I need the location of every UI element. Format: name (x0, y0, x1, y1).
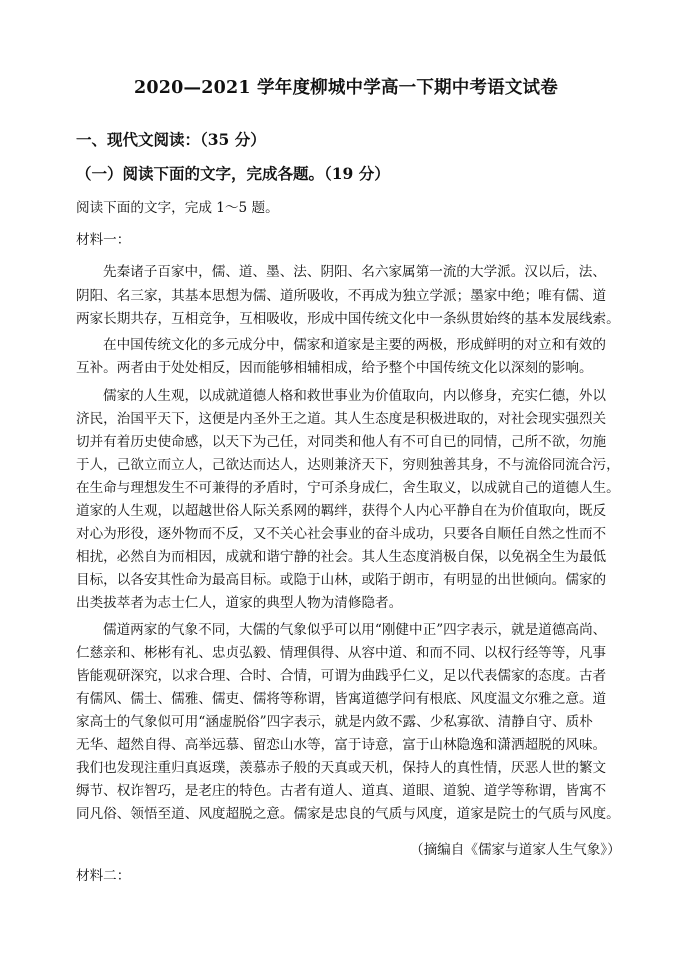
subsection-heading: （一）阅读下面的文字，完成各题。（19 分） (76, 164, 390, 183)
paragraph-line: 济民，治国平天下，这便是内圣外王之道。其人生态度是积极进取的，对社会现实强烈关 (76, 411, 607, 427)
paragraph-line: 缛节、权诈智巧，是老庄的特色。古者有道人、道真、道眼、道貌、道学等称谓，皆寓不 (76, 783, 607, 799)
material-label: 材料二： (76, 868, 131, 884)
paragraph-line: 道家的人生观，以超越世俗人际关系网的羁绊，获得个人内心平静自在为价值取向，既反 (76, 503, 607, 519)
source-citation: （摘编自《儒家与道家人生气象》） (410, 842, 621, 858)
material-label: 材料一： (76, 232, 131, 248)
paragraph-line: 目标，以各安其性命为最高目标。或隐于山林，或陷于朗市，有明显的出世倾向。儒家的 (76, 572, 607, 588)
paragraph-line: 有儒风、儒士、儒雅、儒吏、儒将等称谓，皆寓道德学问有根底、风度温文尔雅之意。道 (76, 691, 607, 707)
paragraph-line: 皆能观研深究，以求合理、合时、合情，可谓为曲践乎仁义，足以代表儒家的态度。古者 (76, 668, 607, 684)
paragraph-line: 同凡俗、领悟至道、风度超脱之意。儒家是忠良的气质与风度，道家是院士的气质与风度。 (76, 806, 620, 822)
exam-title: 2020—2021 学年度柳城中学高一下期中考语文试卷 (134, 78, 558, 98)
instruction-text: 阅读下面的文字，完成 1～5 题。 (76, 200, 279, 216)
paragraph-line: 无华、超然自得、高举远慕、留恋山水等，富于诗意，富于山林隐逸和潇洒超脱的风味。 (76, 737, 607, 753)
section-heading: 一、现代文阅读：（35 分） (76, 130, 266, 149)
paragraph-line: 家高士的气象似可用“涵虚脱俗”四字表示，就是内敛不露、少私寡欲、清静自守、质朴 (76, 714, 593, 730)
paragraph-line: 切并有着历史使命感，以天下为己任，对同类和他人有不可自已的同情，己所不欲，勿施 (76, 434, 607, 450)
paragraph-line: 在生命与理想发生不可兼得的矛盾时，宁可杀身成仁，舍生取义，以成就自己的道德人生。 (76, 480, 620, 496)
paragraph-line: 两家长期共存，互相竞争，互相吸收，形成中国传统文化中一条纵贯始终的基本发展线索。 (76, 311, 620, 327)
paragraph-line: 互补。两者由于处处相反，因而能够相辅相成，给予整个中国传统文化以深刻的影响。 (76, 360, 593, 376)
paragraph-line: 在中国传统文化的多元成分中，儒家和道家是主要的两极，形成鲜明的对立和有效的 (103, 337, 606, 353)
paragraph-line: 对心为形役，逐外物而不反，又不关心社会事业的奋斗成功，只要各自顺任自然之性而不 (76, 526, 607, 542)
paragraph-line: 先秦诸子百家中，儒、道、墨、法、阴阳、名六家属第一流的大学派。汉以后，法、 (103, 264, 606, 280)
paragraph-line: 仁慈亲和、彬彬有礼、忠贞弘毅、情理俱得、从容中道、和而不同、以权行经等等，凡事 (76, 645, 607, 661)
paragraph-line: 儒家的人生观，以成就道德人格和救世事业为价值取向，内以修身，充实仁德，外以 (103, 388, 606, 404)
paragraph-line: 阴阳、名三家，其基本思想为儒、道所吸收，不再成为独立学派；墨家中绝；唯有儒、道 (76, 288, 607, 304)
paragraph-line: 我们也发现注重归真返璞，羡慕赤子般的天真或天机，保持人的真性情，厌恶人世的繁文 (76, 760, 607, 776)
paragraph-line: 儒道两家的气象不同，大儒的气象似乎可以用“刚健中正”四字表示，就是道德高尚、 (103, 622, 607, 638)
paragraph-line: 相扰，必然自为而相因，成就和谐宁静的社会。其人生态度消极自保，以免祸全生为最低 (76, 549, 607, 565)
paragraph-line: 于人，己欲立而立人，己欲达而达人，达则兼济天下，穷则独善其身，不与流俗同流合污， (76, 457, 620, 473)
paragraph-line: 出类拔萃者为志士仁人，道家的典型人物为清修隐者。 (76, 595, 403, 611)
